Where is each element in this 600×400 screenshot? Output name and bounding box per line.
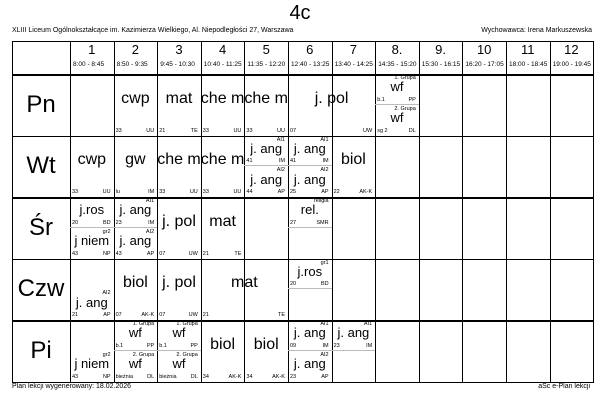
group-label: AI1 (276, 136, 285, 143)
lesson-cell[interactable] (375, 105, 419, 136)
room-label: 33 (159, 189, 166, 195)
lesson-cell[interactable] (157, 197, 201, 259)
period-time: 8:50 - 9:35 (116, 61, 148, 68)
lesson-cell[interactable] (288, 197, 332, 228)
period-number: 7 (349, 42, 357, 57)
room-label: 23 (333, 342, 340, 349)
teacher-label: AP (277, 189, 285, 195)
lesson-cell[interactable] (288, 320, 332, 351)
teacher-label: AK-K (272, 373, 285, 380)
group-label: AI1 (145, 198, 155, 204)
room-label: 23 (290, 373, 297, 380)
day-name: Pn (26, 90, 56, 118)
group-label: AI2 (276, 167, 285, 174)
split-line (288, 227, 332, 228)
subject-label: gw (125, 151, 146, 169)
lesson-cell[interactable] (114, 228, 158, 259)
teacher-label: UU (102, 189, 111, 195)
room-label: 33 (72, 189, 79, 195)
group-label: AI2 (320, 351, 329, 358)
room-label: sg 2 (377, 127, 388, 134)
teacher-label: PP (408, 96, 416, 103)
group-label: AI2 (102, 290, 111, 297)
lesson-cell[interactable] (114, 136, 158, 198)
day-name: Czw (17, 275, 65, 303)
lesson-cell[interactable] (114, 74, 158, 136)
room-label: 43 (72, 250, 79, 257)
room-label: 41 (290, 158, 297, 165)
room-label: 20 (290, 281, 297, 288)
column-line (419, 41, 420, 382)
teacher-label: UU (146, 127, 155, 134)
room-label: 27 (290, 219, 297, 226)
subject-label: mat (231, 274, 258, 292)
teacher-label: UU (233, 189, 242, 195)
room-label: 21 (202, 250, 209, 257)
room-label: 23 (115, 219, 122, 226)
room-label: lu (115, 189, 120, 195)
lesson-cell[interactable] (288, 136, 332, 167)
room-label: 34 (246, 373, 253, 380)
day-name: Wt (26, 152, 56, 180)
teacher-label: TE (277, 312, 285, 318)
group-label: gr1 (320, 259, 329, 266)
period-number: 1 (88, 42, 96, 57)
teacher-label: AP (321, 373, 329, 380)
teacher-label: PP (190, 342, 198, 349)
school-name: XLIII Liceum Ogólnokształcące im. Kazimierza Wielkiego, Al. Niepodległości 27, Warszawa (12, 27, 294, 34)
lesson-cell[interactable] (70, 228, 114, 259)
column-line (593, 41, 594, 382)
lesson-cell[interactable] (332, 320, 376, 351)
teacher-label: IM (148, 189, 155, 195)
teacher-label: AK-K (141, 312, 155, 318)
teacher-label: AP (146, 250, 155, 257)
lesson-cell[interactable] (288, 351, 332, 382)
day-name: Śr (29, 213, 53, 241)
lesson-cell[interactable] (244, 320, 288, 382)
room-label: 43 (115, 250, 122, 257)
room-label: 25 (290, 189, 297, 195)
subject-label: j. pol (162, 274, 196, 292)
lesson-cell[interactable] (157, 351, 201, 382)
subject-label: wf (390, 110, 404, 126)
subject-label: wf (128, 356, 142, 372)
lesson-cell[interactable] (70, 351, 114, 382)
split-line (288, 288, 332, 289)
room-label: 21 (72, 312, 79, 318)
period-time: 8:00 - 8:45 (73, 61, 105, 68)
lesson-cell[interactable] (114, 351, 158, 382)
subject-label: biol (253, 335, 279, 353)
group-label: 1. Grupa (176, 321, 198, 327)
room-label: 41 (246, 158, 253, 165)
teacher-label: IM (322, 158, 329, 165)
subject-label: rel. (300, 202, 319, 218)
lesson-cell[interactable] (157, 74, 201, 136)
lesson-cell[interactable] (288, 166, 332, 197)
period-number: 2 (131, 42, 139, 57)
lesson-cell[interactable] (114, 197, 158, 228)
room-label: bieżnia (159, 373, 177, 380)
lesson-cell[interactable] (201, 259, 288, 321)
room-label: b.1 (115, 342, 124, 349)
subject-label: che m (200, 89, 245, 107)
period-number: 12 (564, 42, 579, 57)
class-teacher: Wychowawca: Irena Markuszewska (481, 27, 592, 34)
room-label: 21 (159, 127, 166, 134)
group-label: 2. Grupa (176, 351, 198, 358)
period-number: 8. (391, 42, 403, 57)
group-label: 1. Grupa (132, 321, 155, 327)
lesson-cell[interactable] (332, 136, 376, 198)
lesson-cell[interactable] (244, 136, 288, 167)
subject-label: j. ang (250, 140, 283, 156)
lesson-cell[interactable] (244, 74, 288, 136)
period-number: 9. (435, 42, 447, 57)
footer-generated: Plan lekcji wygenerowany: 18.02.2026 (12, 383, 132, 390)
room-label: 21 (202, 312, 209, 318)
subject-label: mat (209, 212, 236, 230)
period-number: 6 (306, 42, 314, 57)
period-time: 12:40 - 13:25 (291, 61, 330, 68)
teacher-label: TE (234, 250, 242, 257)
day-name: Pi (30, 336, 52, 364)
subject-label: j. ang (250, 171, 283, 187)
subject-label: j. ang (293, 171, 326, 187)
page-title: 4c (289, 2, 311, 24)
subject-label: biol (210, 335, 236, 353)
room-label: b.1 (159, 342, 167, 349)
period-time: 19:00 - 19:45 (552, 61, 591, 68)
lesson-cell[interactable] (375, 74, 419, 105)
group-label: gr2 (102, 351, 111, 358)
lesson-cell[interactable] (244, 166, 288, 197)
subject-label: j niem (74, 356, 110, 372)
subject-label: j. ang (337, 325, 370, 341)
teacher-label: TE (190, 127, 198, 134)
border-line (12, 41, 593, 42)
subject-label: mat (165, 89, 193, 107)
group-label: AI1 (363, 321, 373, 327)
subject-label: j. pol (162, 212, 196, 230)
room-label: 43 (72, 373, 79, 380)
subject-label: wf (390, 79, 404, 95)
teacher-label: IM (322, 342, 329, 349)
period-time: 15:30 - 16:15 (421, 61, 461, 68)
teacher-label: UW (363, 127, 373, 134)
room-label: 33 (115, 127, 122, 134)
room-label: 34 (202, 373, 209, 380)
subject-label: j. pol (314, 89, 349, 107)
subject-label: cwp (121, 89, 150, 107)
group-label: AI2 (145, 228, 155, 235)
subject-label: j. ang (75, 294, 108, 310)
period-time: 14:35 - 15:20 (378, 61, 417, 68)
subject-label: wf (172, 356, 186, 372)
teacher-label: UU (233, 127, 242, 134)
period-time: 11:35 - 12:20 (247, 61, 286, 68)
teacher-label: AK-K (228, 373, 242, 380)
group-label: 2. Grupa (132, 351, 155, 358)
lesson-cell[interactable] (114, 259, 158, 321)
period-number: 3 (175, 42, 183, 57)
lesson-cell[interactable] (114, 320, 158, 351)
group-label: religia (313, 198, 329, 204)
lesson-cell[interactable] (201, 74, 245, 136)
teacher-label: PP (146, 342, 155, 349)
teacher-label: SMR (316, 219, 329, 226)
column-line (506, 41, 507, 382)
period-number: 10 (476, 42, 492, 57)
group-label: AI1 (320, 321, 329, 327)
period-time: 10:40 - 11:25 (203, 61, 242, 68)
subject-label: biol (340, 151, 366, 169)
lesson-cell[interactable] (70, 289, 114, 320)
room-label: 33 (202, 189, 209, 195)
lesson-cell[interactable] (201, 320, 245, 382)
period-number: 4 (218, 42, 227, 57)
teacher-label: DL (408, 127, 416, 134)
footer-software: aSc e-Plan lekcji (538, 383, 590, 390)
lesson-cell[interactable] (288, 74, 375, 136)
teacher-label: AP (321, 189, 329, 195)
subject-label: j. ang (293, 325, 326, 341)
room-label: 33 (246, 127, 253, 134)
subject-label: j. ang (119, 233, 152, 249)
lesson-cell[interactable] (70, 136, 114, 198)
teacher-label: NP (102, 250, 111, 257)
teacher-label: AK-K (359, 189, 373, 195)
group-label: gr2 (102, 228, 111, 235)
subject-label: j.ros (297, 263, 323, 279)
teacher-label: IM (148, 219, 155, 226)
subject-label: j niem (74, 233, 110, 249)
room-label: 07 (159, 250, 166, 257)
room-label: 07 (115, 312, 122, 318)
room-label: 07 (159, 312, 166, 318)
room-label: 20 (72, 219, 79, 226)
subject-label: wf (128, 325, 142, 341)
room-label: 22 (333, 189, 340, 195)
lesson-cell[interactable] (157, 136, 201, 198)
room-label: 09 (290, 342, 297, 349)
lesson-cell[interactable] (157, 320, 201, 351)
lesson-cell[interactable] (70, 197, 114, 228)
period-time: 16:20 - 17:05 (465, 61, 504, 68)
lesson-cell[interactable] (201, 136, 245, 198)
group-label: AI1 (320, 136, 329, 143)
subject-label: che m (244, 89, 288, 107)
subject-label: cwp (77, 151, 107, 169)
subject-label: wf (172, 325, 186, 341)
period-number: 5 (262, 42, 270, 57)
lesson-cell[interactable] (157, 259, 201, 321)
split-line (332, 350, 376, 351)
teacher-label: DL (190, 373, 198, 380)
teacher-label: UU (277, 127, 285, 134)
teacher-label: NP (102, 373, 111, 380)
teacher-label: UU (189, 189, 198, 195)
period-number: 11 (521, 42, 535, 57)
border-line (12, 41, 13, 382)
subject-label: biol (122, 274, 148, 292)
teacher-label: UW (188, 312, 198, 318)
subject-label: j.ros (79, 202, 105, 218)
teacher-label: BD (320, 281, 329, 288)
room-label: b.1 (377, 96, 385, 103)
teacher-label: IM (366, 342, 373, 349)
room-label: 44 (246, 189, 253, 195)
group-label: 2. Grupa (394, 105, 416, 112)
subject-label: j. ang (293, 356, 326, 372)
subject-label: j. ang (119, 202, 152, 218)
subject-label: che m (200, 151, 245, 169)
column-line (550, 41, 551, 382)
teacher-label: AP (103, 312, 111, 318)
teacher-label: BD (102, 219, 111, 226)
period-time: 18:00 - 18:45 (509, 61, 548, 68)
group-label: 1. Grupa (394, 75, 416, 81)
lesson-cell[interactable] (201, 197, 245, 259)
period-time: 9:45 - 10:30 (160, 61, 195, 68)
subject-label: j. ang (293, 140, 326, 156)
room-label: bieżnia (115, 373, 134, 380)
teacher-label: IM (278, 158, 285, 165)
teacher-label: UW (188, 250, 198, 257)
subject-label: che m (157, 151, 201, 169)
teacher-label: DL (147, 373, 155, 380)
column-line (462, 41, 463, 382)
lesson-cell[interactable] (288, 259, 332, 290)
period-time: 13:40 - 14:25 (334, 61, 373, 68)
group-label: AI2 (320, 167, 329, 174)
room-label: 33 (202, 127, 209, 134)
room-label: 07 (290, 127, 297, 134)
